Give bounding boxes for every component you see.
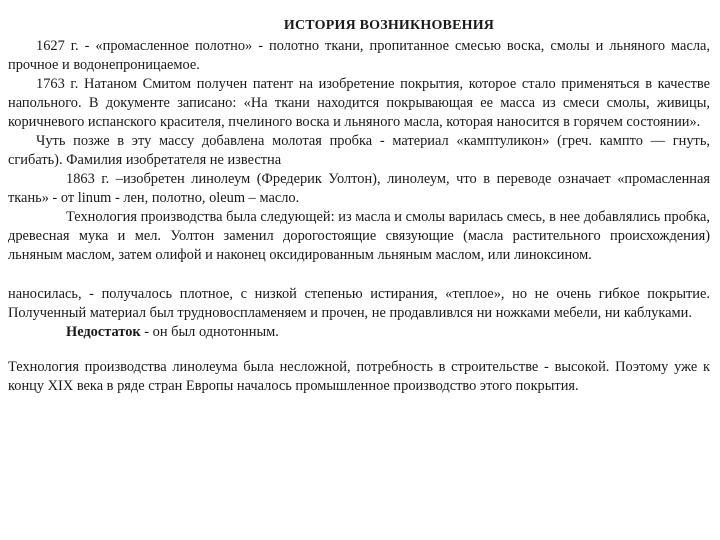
paragraph-1863: 1863 г. –изобретен линолеум (Фредерик Уолтон), линолеум, что в переводе означает «промасленная ткань» - от linum - лен, полотно, oleum – масло. [8,171,710,206]
drawback-label: Недостаток [66,324,141,340]
paragraph-applied: наносилась, - получалось плотное, с низкой степенью истирания, «теплое», но не очень гибкое покрытие. Полученный материал был трудновоспламеняем и прочен, не продавливлся ни ножками мебели, ни каблуками. [8,286,710,321]
paragraph-production: Технология производства линолеума была несложной, потребность в строительстве - высокой. Поэтому уже к концу XIX века в ряде стран Европы началось промышленное производство этого покрытия. [8,359,710,394]
paragraph-1627: 1627 г. - «промасленное полотно» - полотно ткани, пропитанное смесью воска, смолы и льняного масла, прочное и водонепроницаемое. [8,38,710,73]
spacer [8,342,710,358]
paragraph-technology: Технология производства была следующей: из масла и смолы варилась смесь, в нее добавлялись пробка, древесная мука и мел. Уолтон заменил дорогостоящие связующие (масла растительного происхождения) льняным маслом, затем олифой и наконец оксидированным льняным маслом, или линоксином. [8,209,710,263]
document-page [8,16,710,396]
paragraph-drawback [8,323,710,342]
document-title: ИСТОРИЯ ВОЗНИКНОВЕНИЯ [283,18,495,33]
spacer [8,265,710,285]
paragraph-camptulicon: Чуть позже в эту массу добавлена молотая пробка - материал «камптуликон» (греч. кампто — гнуть, сгибать). Фамилия изобретателя не известна [8,133,710,168]
paragraph-1763: 1763 г. Натаном Смитом получен патент на изобретение покрытия, которое стало применяться в качестве напольного. В документе записано: «На ткани находится покрывающая ее масса из смеси смолы, живицы, коричневого испанского красителя, пчелиного воска и льняного масла, которая наносится в горячем состоянии». [8,76,710,130]
drawback-text: - он был однотонным. [140,324,279,340]
